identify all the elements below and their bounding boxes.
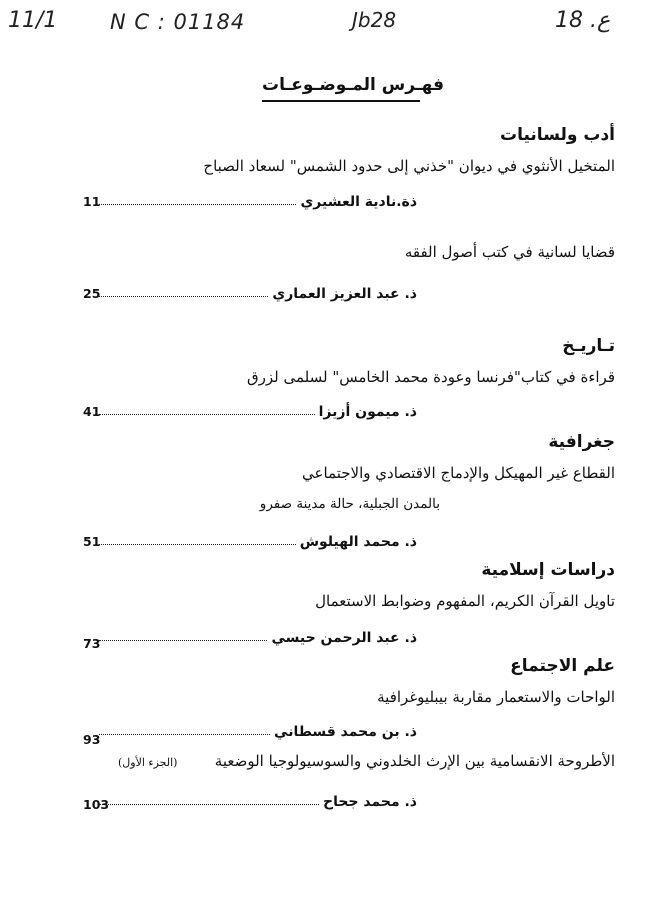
author-line — [95, 282, 417, 302]
handwritten-middle-mark: Jb28 — [352, 8, 397, 32]
author-name: ذ. محمد الهيلوش — [299, 534, 417, 550]
section-heading: أدب ولسانيات — [500, 125, 615, 145]
section-heading: دراسات إسلامية — [481, 560, 615, 580]
page-number: 41 — [83, 404, 101, 419]
dotted-leader — [99, 204, 296, 205]
handwritten-issue-code: ع. 18 — [555, 8, 611, 33]
section-heading: علم الاجتماع — [510, 656, 615, 676]
author-name: ذ. ميمون أزيزا — [318, 404, 417, 420]
article-title: القطاع غير المهيكل والإدماج الاقتصادي والاجتماعي — [302, 464, 615, 482]
article-title: الواحات والاستعمار مقاربة بيبليوغرافية — [377, 688, 615, 706]
author-line — [95, 626, 417, 646]
article-title: قضايا لسانية في كتب أصول الفقه — [404, 243, 615, 261]
author-line — [95, 790, 417, 810]
page-number: 51 — [83, 534, 101, 549]
page-number: 103 — [83, 797, 110, 812]
article-title: الأطروحة الانقسامية بين الإرث الخلدوني والسوسيولوجيا الوضعية — [214, 752, 615, 770]
handwritten-reference-code: N C : 01184 — [110, 10, 246, 34]
dotted-leader — [99, 640, 267, 641]
article-title-continuation: بالمدن الجبلية، حالة مدينة صفرو — [259, 496, 440, 512]
author-name: ذ. عبد العزيز العماري — [272, 286, 417, 302]
article-title: تاويل القرآن الكريم، المفهوم وضوابط الاستعمال — [315, 592, 615, 610]
page-number: 11 — [83, 194, 101, 209]
handwritten-page-number: 11/1 — [8, 8, 58, 33]
section-heading: تـاريـخ — [562, 336, 615, 356]
title-underline — [262, 100, 420, 102]
author-name: ذة.نادية العشيري — [300, 194, 417, 210]
author-name: ذ. محمد جحاح — [322, 794, 417, 810]
article-title: قراءة في كتاب"فرنسا وعودة محمد الخامس" لسلمى لزرق — [246, 368, 615, 386]
dotted-leader — [99, 296, 268, 297]
author-line — [95, 400, 417, 420]
author-name: ذ. عبد الرحمن حيسي — [271, 630, 417, 646]
page-number: 25 — [83, 286, 101, 301]
dotted-leader — [99, 804, 319, 805]
section-heading: جغرافية — [548, 432, 615, 452]
page-title: فهـرس المـوضـوعـات — [262, 75, 444, 95]
dotted-leader — [99, 734, 270, 735]
dotted-leader — [99, 544, 296, 545]
article-part-note: (الجزء الأول) — [118, 756, 178, 769]
author-line — [95, 190, 417, 210]
article-title: المتخيل الأنثوي في ديوان "خذني إلى حدود الشمس" لسعاد الصباح — [203, 157, 615, 175]
author-line — [95, 720, 417, 740]
author-name: ذ. بن محمد قسطاني — [274, 724, 417, 740]
page-number: 93 — [83, 732, 101, 747]
author-line — [95, 530, 417, 550]
page-number: 73 — [83, 636, 101, 651]
dotted-leader — [99, 414, 315, 415]
